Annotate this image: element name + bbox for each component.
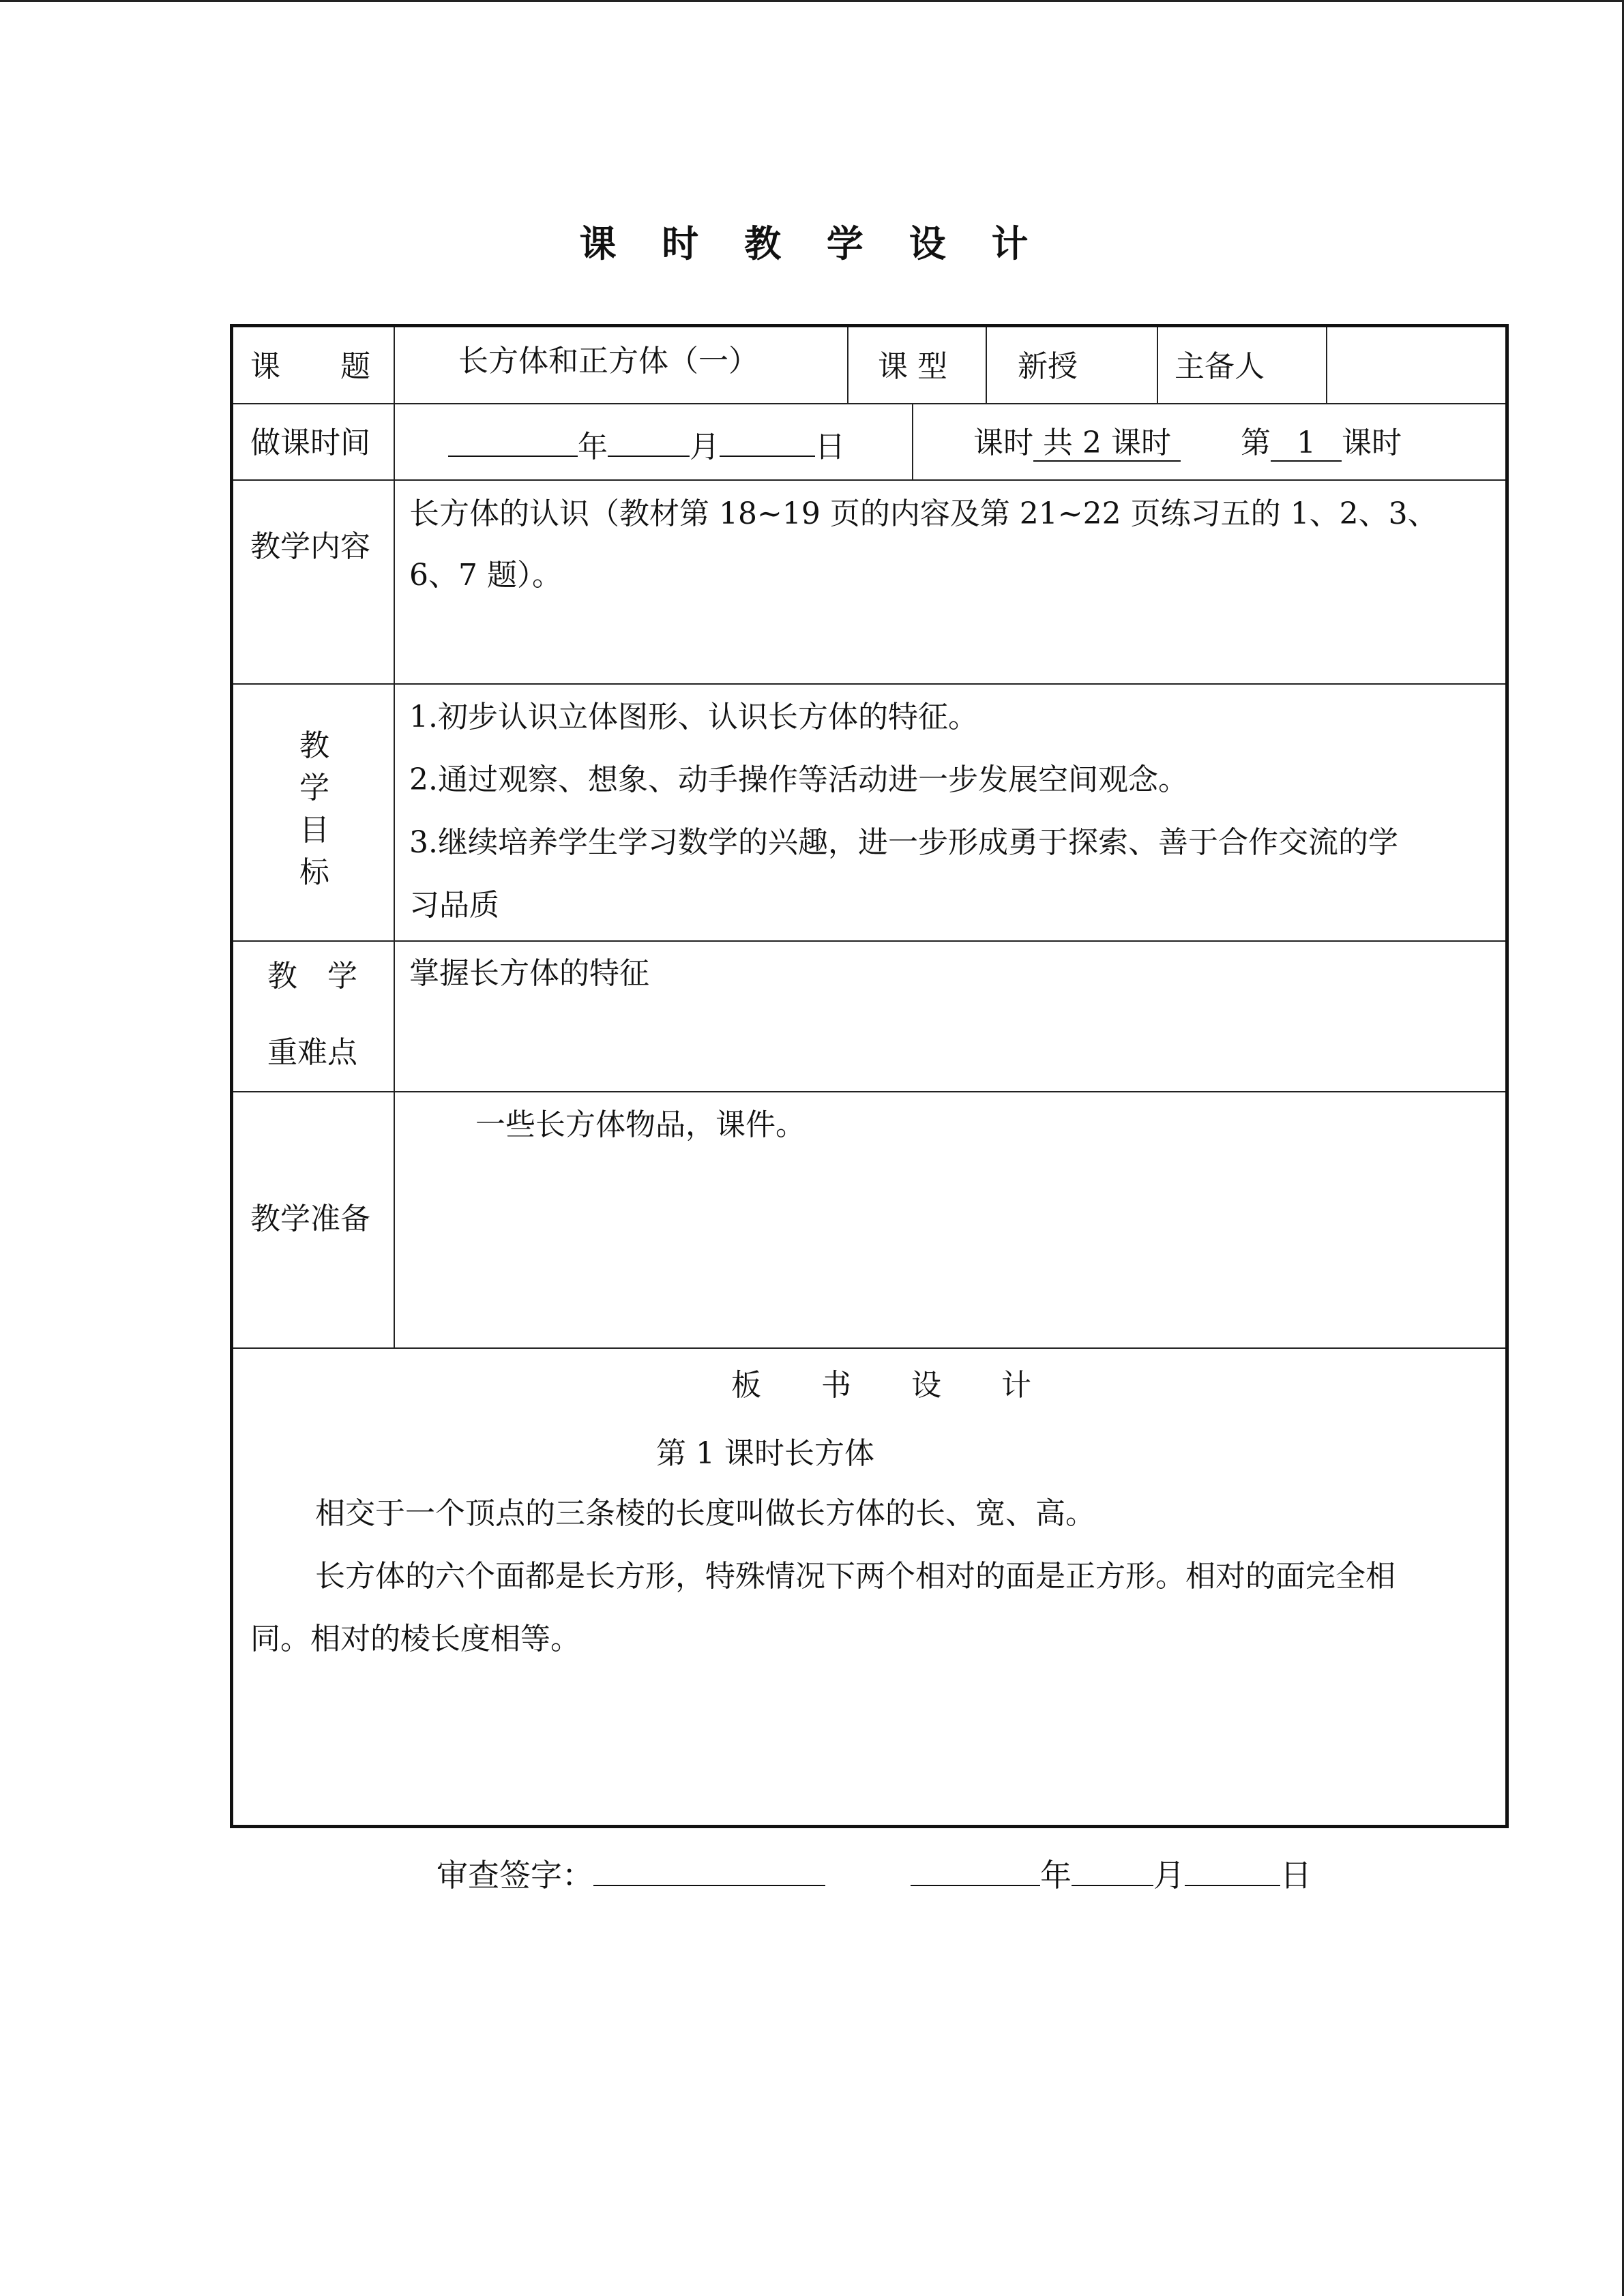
page-title: 课 时 教 学 设 计 [579,222,1045,265]
label-column-divider [394,327,395,1347]
content-line-1: 长方体的认识（教材第 18~19 页的内容及第 21~22 页练习五的 1、2、3、 [409,496,1438,531]
nth-value: 1 [1271,426,1342,462]
class-hours [973,428,1402,458]
row-divider [233,1347,1505,1349]
footer-year: 年 [1040,1857,1072,1894]
type-value: 新授 [1018,349,1078,384]
row-divider [233,940,1505,942]
month-label: 月 [690,430,720,464]
content-line-2: 6、7 题）。 [409,558,562,593]
row-divider [233,479,1505,481]
lesson-design-table [230,324,1509,1828]
col-divider [847,327,848,403]
col-divider [912,403,913,479]
content-label: 教学内容 [250,529,370,564]
review-date [911,1857,1312,1894]
board-para-2-line-2: 同。相对的棱长度相等。 [250,1622,580,1656]
col-divider [1157,327,1158,403]
col-divider [1326,327,1327,403]
topic-label: 课 题 [250,349,370,384]
signature-label: 审查签字： [437,1857,593,1894]
col-divider [986,327,987,403]
board-para-2-line-1: 长方体的六个面都是长方形，特殊情况下两个相对的面是正方形。相对的面完全相 [315,1559,1396,1594]
day-blank [720,428,815,457]
board-heading: 板 书 设 计 [731,1368,1031,1403]
topic-value: 长方体和正方体（一） [458,344,758,378]
day-label: 日 [815,430,845,464]
goals-label-char: 目 [299,813,329,848]
goals-label-char: 教 [299,728,329,763]
board-para-1: 相交于一个顶点的三条棱的长度叫做长方体的长、宽、高。 [315,1496,1095,1531]
goal-item: 2.通过观察、想象、动手操作等活动进一步发展空间观念。 [409,762,1188,797]
footer-year-blank [911,1858,1040,1886]
footer-month-blank [1072,1858,1153,1886]
footer-month: 月 [1153,1857,1185,1894]
nth-prefix: 第 [1240,426,1271,460]
year-blank [448,428,578,457]
hours-value: 共 2 课时 [1033,426,1181,462]
month-blank [608,428,690,457]
row-divider [233,1091,1505,1092]
preparation-label: 教学准备 [250,1202,370,1236]
footer-day: 日 [1280,1857,1312,1894]
goal-item: 1.初步认识立体图形、认识长方体的特征。 [409,700,978,734]
year-label: 年 [578,430,608,464]
preparer-label: 主备人 [1175,349,1265,384]
goals-label-char: 学 [299,771,329,805]
goal-item: 习品质 [409,888,499,923]
preparation-value: 一些长方体物品，课件。 [475,1107,806,1142]
keypoints-label-line-2: 重难点 [267,1035,357,1070]
keypoints-label-line-1: 教 学 [267,959,357,994]
board-subtitle: 第 1 课时长方体 [656,1436,874,1471]
row-divider [233,683,1505,685]
hours-label: 课时 [973,426,1033,460]
date-fields [448,428,845,462]
type-label: 课 型 [878,349,947,384]
goals-label-char: 标 [299,855,329,890]
nth-suffix: 课时 [1341,426,1402,460]
page-top-border [0,0,1624,2]
goal-item: 3.继续培养学生学习数学的兴趣，进一步形成勇于探索、善于合作交流的学 [409,825,1398,860]
time-label: 做课时间 [250,426,370,460]
signature-blank [593,1858,825,1886]
keypoints-value: 掌握长方体的特征 [409,956,649,991]
footer-day-blank [1185,1858,1280,1886]
row-divider [233,403,1505,404]
signature-line [437,1857,825,1894]
